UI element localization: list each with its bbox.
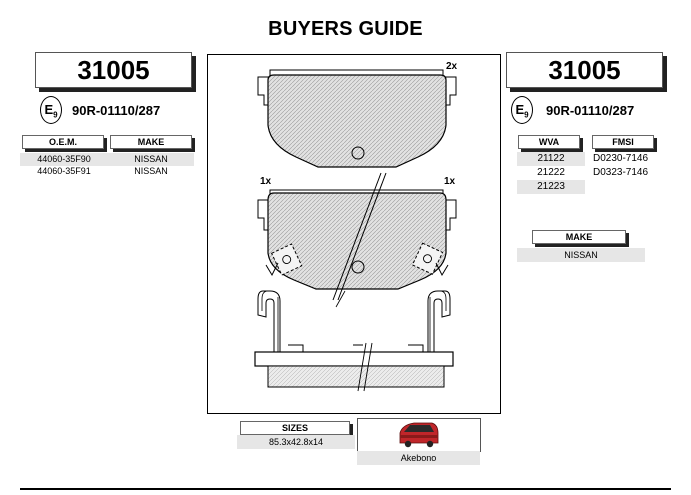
fmsi-header: FMSI (592, 135, 654, 149)
part-number-box-left (35, 52, 192, 88)
fmsi-value-1: D0230-7146 (593, 153, 649, 164)
ece-sub: 9 (53, 110, 58, 120)
part-number-right: 31005 (548, 55, 621, 85)
approval-number-right: 90R-01110/287 (546, 103, 635, 118)
ece-letter-right: E (515, 102, 525, 117)
ece-letter: E (44, 102, 54, 117)
sizes-value: 85.3x42.8x14 (237, 435, 355, 449)
oem-row-1-code: 44060-35F90 (20, 153, 108, 166)
brand-car-image (358, 419, 480, 451)
qty-top: 2x (446, 61, 458, 72)
oem-row-1-make: NISSAN (108, 153, 194, 166)
ece-mark-left (40, 96, 62, 124)
qty-mid-left: 1x (260, 176, 272, 187)
oem-row-2-make: NISSAN (134, 166, 168, 176)
sizes-header: SIZES (240, 421, 350, 435)
middle-pad (258, 190, 456, 289)
part-number-left: 31005 (77, 55, 150, 85)
ece-sub-right: 9 (524, 110, 529, 120)
top-pad (258, 70, 456, 167)
wva-value-3: 21223 (517, 180, 585, 194)
oem-row-2-code: 44060-35F91 (37, 166, 91, 176)
make-header-right: MAKE (532, 230, 626, 244)
brake-pad-diagram (208, 55, 500, 413)
wva-value-1: 21122 (517, 152, 585, 166)
side-view (255, 291, 453, 391)
make-header-left: MAKE (110, 135, 192, 149)
oem-header: O.E.M. (22, 135, 104, 149)
brake-pad-drawing (207, 54, 501, 414)
make-value-right: NISSAN (517, 248, 645, 262)
page-title: BUYERS GUIDE (268, 18, 423, 40)
bottom-rule (20, 488, 671, 490)
approval-number-left: 90R-01110/287 (72, 103, 161, 118)
ece-mark-right (511, 96, 533, 124)
wva-value-2: 21222 (537, 167, 565, 178)
brand-caption: Akebono (357, 451, 480, 465)
wva-header: WVA (518, 135, 580, 149)
part-number-box-right (506, 52, 663, 88)
brand-image-box (357, 418, 481, 452)
fmsi-value-2: D0323-7146 (593, 167, 649, 178)
qty-mid-right: 1x (444, 176, 456, 187)
